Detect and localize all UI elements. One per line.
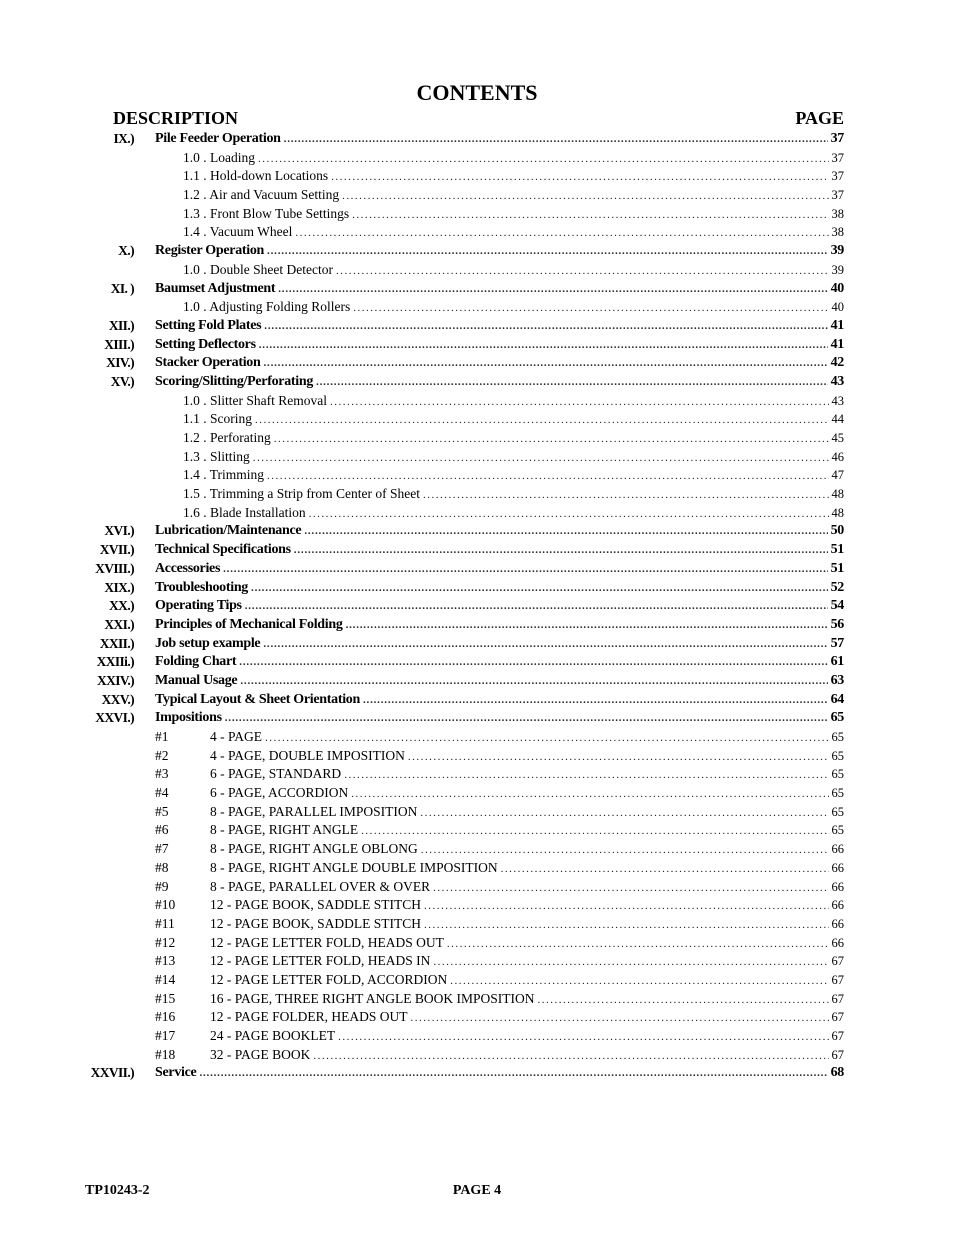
imposition-code: #9 (155, 878, 169, 894)
toc-subsection-row[interactable] (0, 223, 954, 242)
toc-imposition-row[interactable] (0, 840, 954, 859)
entry-title: 4 - PAGE (210, 729, 263, 744)
entry-page-number: 37 (831, 150, 844, 165)
entry-title: Manual Usage (155, 672, 238, 688)
toc-section-row[interactable] (0, 635, 954, 654)
toc-imposition-row[interactable] (0, 1008, 954, 1027)
toc-section-row[interactable] (0, 597, 954, 616)
entry-page-number: 52 (830, 579, 844, 595)
dot-leader (304, 522, 827, 541)
document-id: TP10243-2 (85, 1183, 150, 1198)
dot-leader (344, 766, 828, 785)
entry-title: Typical Layout & Sheet Orientation (155, 691, 360, 707)
entry-title: Job setup example (155, 635, 261, 651)
dot-leader (338, 1028, 828, 1047)
entry-title: 1.1 . Scoring (183, 411, 252, 427)
entry-title: 24 - PAGE BOOKLET (210, 1028, 336, 1043)
dot-leader (501, 860, 829, 879)
dot-leader (294, 541, 828, 560)
toc-imposition-row[interactable] (0, 896, 954, 915)
toc-section-row[interactable] (0, 130, 954, 149)
dot-leader (538, 991, 829, 1010)
dot-leader (278, 280, 827, 299)
dot-leader (411, 1009, 829, 1028)
entry-title: 6 - PAGE, ACCORDION (210, 785, 349, 801)
entry-title: 1.5 . Trimming a Strip from Center of Sheet (183, 486, 420, 502)
section-number: XXIV.) (96, 672, 134, 688)
dot-leader (423, 486, 829, 505)
entry-page-number: 67 (831, 972, 844, 987)
toc-subsection-row[interactable] (0, 466, 954, 485)
toc-subsection-row[interactable] (0, 429, 954, 448)
entry-page-number: 51 (830, 542, 844, 558)
entry-title: 12 - PAGE LETTER FOLD, HEADS OUT (210, 934, 444, 950)
toc-subsection-row[interactable] (0, 149, 954, 168)
dot-leader (342, 187, 828, 206)
entry-page-number: 63 (830, 672, 844, 688)
toc-section-row[interactable] (0, 1064, 954, 1083)
entry-title: 1.3 . Front Blow Tube Settings (183, 205, 350, 221)
imposition-code: #3 (155, 766, 169, 782)
dot-leader (255, 411, 829, 430)
toc-section-row[interactable] (0, 691, 954, 710)
dot-leader (352, 206, 828, 225)
section-number: XII.) (108, 317, 134, 333)
section-number: XVII.) (99, 542, 134, 558)
section-number: XXVII.) (90, 1065, 134, 1081)
dot-leader (336, 262, 829, 281)
dot-leader (351, 785, 828, 804)
entry-title: 8 - PAGE, RIGHT ANGLE DOUBLE IMPOSITION (210, 859, 498, 875)
entry-page-number: 40 (830, 280, 844, 296)
entry-title: Scoring/Slitting/Perforating (155, 373, 314, 389)
toc-section-row[interactable] (0, 522, 954, 541)
entry-page-number: 65 (831, 767, 844, 782)
entry-page-number: 57 (830, 635, 844, 651)
dot-leader (267, 242, 828, 261)
toc-section-row[interactable] (0, 373, 954, 392)
entry-page-number: 65 (831, 823, 844, 838)
entry-page-number: 66 (831, 898, 844, 913)
toc-imposition-row[interactable] (0, 747, 954, 766)
dot-leader (363, 691, 828, 710)
entry-page-number: 37 (830, 131, 844, 146)
toc-section-row[interactable] (0, 653, 954, 672)
entry-title: Service (155, 1065, 197, 1081)
dot-leader (263, 354, 827, 373)
dot-leader (424, 897, 828, 916)
entry-title: Technical Specifications (155, 542, 291, 558)
entry-title: 1.0 . Adjusting Folding Rollers (183, 299, 351, 315)
entry-title: Baumset Adjustment (155, 280, 276, 296)
entry-title: 12 - PAGE LETTER FOLD, HEADS IN (210, 953, 431, 969)
imposition-code: #14 (155, 971, 176, 987)
imposition-code: #16 (155, 1009, 176, 1025)
entry-title: Lubrication/Maintenance (155, 523, 302, 539)
entry-title: 12 - PAGE FOLDER, HEADS OUT (210, 1009, 408, 1025)
entry-title: 1.3 . Slitting (183, 448, 250, 464)
entry-title: 1.0 . Double Sheet Detector (183, 261, 333, 277)
entry-title: 1.0 . Loading (183, 149, 255, 165)
dot-leader (223, 560, 827, 579)
entry-page-number: 66 (831, 860, 844, 875)
dot-leader (316, 373, 828, 392)
dot-leader (259, 336, 828, 355)
entry-page-number: 37 (831, 169, 844, 184)
toc-imposition-row[interactable] (0, 784, 954, 803)
section-number: XIX.) (104, 579, 134, 595)
imposition-code: #1 (155, 729, 169, 744)
imposition-code: #6 (155, 822, 169, 838)
toc-subsection-row[interactable] (0, 298, 954, 317)
section-number: XIV.) (106, 355, 134, 371)
entry-title: 4 - PAGE, DOUBLE IMPOSITION (210, 747, 405, 763)
entry-title: Impositions (155, 710, 222, 726)
entry-title: 1.0 . Slitter Shaft Removal (183, 392, 327, 408)
toc-imposition-row[interactable] (0, 1027, 954, 1046)
imposition-code: #11 (155, 915, 175, 931)
section-number: X.) (118, 243, 134, 259)
entry-page-number: 68 (830, 1065, 844, 1081)
section-number: XXVI.) (95, 710, 134, 726)
entry-title: Principles of Mechanical Folding (155, 616, 343, 632)
toc-section-row[interactable] (0, 336, 954, 355)
dot-leader (251, 579, 828, 598)
entry-page-number: 67 (831, 991, 844, 1006)
toc-section-row[interactable] (0, 317, 954, 336)
entry-title: Operating Tips (155, 598, 242, 614)
dot-leader (265, 729, 828, 748)
entry-page-number: 56 (830, 616, 844, 632)
entry-title: Troubleshooting (155, 579, 249, 595)
dot-leader (330, 393, 829, 412)
toc-section-row[interactable] (0, 242, 954, 261)
toc-imposition-row[interactable] (0, 915, 954, 934)
toc-section-row[interactable] (0, 354, 954, 373)
entry-page-number: 66 (831, 935, 844, 950)
entry-title: Register Operation (155, 243, 265, 259)
toc-subsection-row[interactable] (0, 205, 954, 224)
toc-imposition-row[interactable] (0, 990, 954, 1009)
dot-leader (199, 1064, 827, 1083)
dot-leader (225, 709, 828, 728)
toc-subsection-row[interactable] (0, 410, 954, 429)
toc-subsection-row[interactable] (0, 392, 954, 411)
entry-page-number: 67 (831, 1010, 844, 1025)
entry-page-number: 65 (831, 786, 844, 801)
entry-title: 12 - PAGE LETTER FOLD, ACCORDION (210, 971, 448, 987)
dot-leader (240, 672, 827, 691)
entry-page-number: 65 (830, 710, 844, 726)
dot-leader (274, 430, 829, 449)
imposition-code: #4 (155, 785, 169, 801)
entry-page-number: 43 (830, 373, 844, 389)
entry-title: 12 - PAGE BOOK, SADDLE STITCH (210, 897, 422, 913)
imposition-code: #18 (155, 1046, 176, 1062)
dot-leader (264, 317, 827, 336)
entry-page-number: 41 (830, 336, 844, 352)
entry-title: 12 - PAGE BOOK, SADDLE STITCH (210, 915, 422, 931)
entry-title: Folding Chart (155, 654, 237, 670)
entry-page-number: 54 (830, 598, 844, 614)
toc-imposition-row[interactable] (0, 971, 954, 990)
section-number: XXIIi.) (96, 654, 134, 670)
section-number: XVIII.) (95, 560, 134, 576)
entry-page-number: 38 (831, 206, 844, 221)
entry-title: 8 - PAGE, PARALLEL IMPOSITION (210, 803, 418, 819)
section-number: XVI.) (104, 523, 134, 539)
toc-imposition-row[interactable] (0, 821, 954, 840)
entry-page-number: 66 (831, 916, 844, 931)
imposition-code: #12 (155, 934, 176, 950)
entry-page-number: 40 (831, 300, 844, 315)
toc-section-row[interactable] (0, 579, 954, 598)
toc-section-row[interactable] (0, 280, 954, 299)
entry-page-number: 61 (830, 654, 844, 670)
entry-title: Accessories (155, 560, 221, 576)
page-column-header: PAGE (795, 108, 844, 128)
entry-title: 1.4 . Trimming (183, 467, 265, 483)
entry-title: Setting Fold Plates (155, 317, 262, 333)
dot-leader (346, 616, 828, 635)
imposition-code: #15 (155, 990, 176, 1006)
section-number: XXII.) (99, 635, 134, 651)
entry-page-number: 42 (830, 355, 844, 371)
entry-title: 6 - PAGE, STANDARD (210, 766, 342, 782)
dot-leader (420, 804, 828, 823)
toc-subsection-row[interactable] (0, 448, 954, 467)
entry-page-number: 67 (831, 1047, 844, 1062)
entry-page-number: 44 (831, 412, 844, 427)
entry-page-number: 65 (831, 804, 844, 819)
toc-section-row[interactable] (0, 541, 954, 560)
entry-page-number: 46 (831, 449, 844, 464)
dot-leader (239, 653, 827, 672)
entry-title: 16 - PAGE, THREE RIGHT ANGLE BOOK IMPOSITION (210, 990, 535, 1006)
section-number: XXI.) (104, 616, 134, 632)
entry-page-number: 65 (831, 748, 844, 763)
dot-leader (313, 1047, 828, 1066)
toc-subsection-row[interactable] (0, 504, 954, 523)
entry-page-number: 48 (831, 505, 844, 520)
dot-leader (309, 505, 829, 524)
entry-page-number: 50 (830, 523, 844, 539)
dot-leader (353, 299, 828, 318)
dot-leader (433, 953, 828, 972)
toc-subsection-row[interactable] (0, 186, 954, 205)
dot-leader (267, 467, 828, 486)
dot-leader (447, 935, 829, 954)
entry-page-number: 48 (831, 487, 844, 502)
imposition-code: #5 (155, 803, 169, 819)
entry-title: 1.6 . Blade Installation (183, 504, 306, 520)
entry-page-number: 67 (831, 1029, 844, 1043)
entry-title: Setting Deflectors (155, 336, 256, 352)
dot-leader (361, 822, 828, 841)
toc-imposition-row[interactable] (0, 952, 954, 971)
toc-subsection-row[interactable] (0, 485, 954, 504)
toc-section-row[interactable] (0, 560, 954, 579)
entry-page-number: 43 (831, 393, 844, 408)
description-column-header: DESCRIPTION (113, 108, 239, 128)
imposition-code: #10 (155, 897, 176, 913)
entry-title: 1.2 . Perforating (183, 430, 271, 445)
entry-page-number: 39 (830, 243, 844, 259)
toc-imposition-row[interactable] (0, 1046, 954, 1065)
entry-title: 8 - PAGE, RIGHT ANGLE (210, 822, 359, 838)
entry-title: 1.4 . Vacuum Wheel (183, 224, 293, 240)
toc-subsection-row[interactable] (0, 167, 954, 186)
table-of-contents (0, 130, 954, 1083)
section-number: XX.) (109, 598, 134, 614)
toc-subsection-row[interactable] (0, 261, 954, 280)
entry-page-number: 66 (831, 879, 844, 894)
page-title: CONTENTS (416, 80, 538, 105)
entry-page-number: 65 (831, 730, 844, 744)
dot-leader (245, 597, 828, 616)
imposition-code: #7 (155, 841, 169, 857)
entry-title: 1.1 . Hold-down Locations (183, 168, 329, 184)
dot-leader (450, 972, 828, 991)
dot-leader (295, 224, 828, 243)
entry-title: 8 - PAGE, RIGHT ANGLE OBLONG (210, 841, 418, 857)
entry-title: Stacker Operation (155, 355, 261, 371)
dot-leader (253, 449, 829, 468)
entry-title: 1.2 . Air and Vacuum Setting (183, 187, 340, 203)
entry-page-number: 41 (830, 317, 844, 333)
toc-section-row[interactable] (0, 672, 954, 691)
entry-page-number: 38 (831, 225, 844, 240)
toc-imposition-row[interactable] (0, 934, 954, 953)
dot-leader (433, 879, 828, 898)
toc-imposition-row[interactable] (0, 803, 954, 822)
dot-leader (263, 635, 827, 654)
dot-leader (284, 130, 828, 149)
section-number: XV.) (110, 373, 134, 389)
toc-section-row[interactable] (0, 616, 954, 635)
dot-leader (408, 748, 829, 767)
section-number: XIII.) (104, 336, 134, 352)
entry-page-number: 45 (831, 431, 844, 445)
entry-page-number: 51 (830, 560, 844, 576)
toc-imposition-row[interactable] (0, 765, 954, 784)
entry-page-number: 66 (831, 842, 844, 857)
toc-imposition-row[interactable] (0, 878, 954, 897)
section-number: XXV.) (101, 691, 134, 707)
entry-page-number: 37 (831, 188, 844, 203)
section-number: IX.) (113, 131, 134, 146)
section-number: XI. ) (110, 280, 134, 296)
dot-leader (258, 150, 829, 169)
toc-imposition-row[interactable] (0, 859, 954, 878)
imposition-code: #13 (155, 953, 176, 969)
imposition-code: #8 (155, 859, 169, 875)
entry-page-number: 39 (831, 262, 844, 277)
entry-title: 32 - PAGE BOOK (210, 1046, 311, 1062)
entry-title: Pile Feeder Operation (155, 131, 281, 146)
dot-leader (421, 841, 829, 860)
entry-page-number: 47 (831, 468, 844, 483)
toc-imposition-row[interactable] (0, 728, 954, 747)
entry-page-number: 64 (830, 691, 844, 707)
imposition-code: #17 (155, 1028, 176, 1043)
dot-leader (331, 168, 828, 187)
page-number: PAGE 4 (452, 1183, 502, 1198)
dot-leader (424, 916, 828, 935)
toc-section-row[interactable] (0, 709, 954, 728)
entry-page-number: 67 (831, 954, 844, 969)
entry-title: 8 - PAGE, PARALLEL OVER & OVER (210, 878, 431, 894)
imposition-code: #2 (155, 747, 169, 763)
